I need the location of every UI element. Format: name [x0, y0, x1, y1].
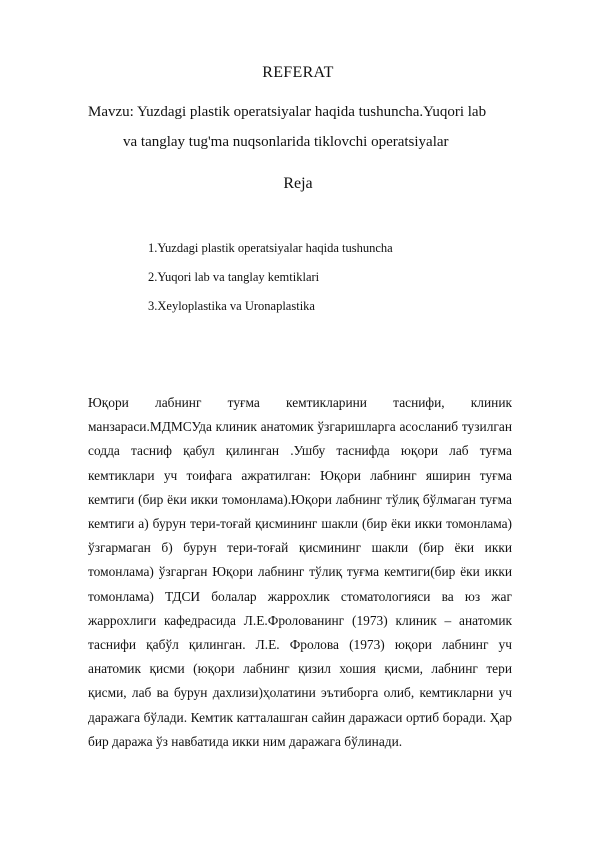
document-title: REFERAT: [262, 64, 334, 81]
plan-item: 3.Xeyloplastika va Uronaplastika: [148, 299, 315, 313]
plan-item: 1.Yuzdagi plastik operatsiyalar haqida tushuncha: [148, 241, 393, 255]
body-paragraph: Юқори лабнинг туғма кемтикларини таснифи, клиник манзараси.МДМСУда клиник анатомик ўзгаришларга асосланиб тузилган содда тасниф қабул қилинган .Ушбу таснифда юқори лаб туғма кемтиклари уч тоифага ажратилган: Юқори лабнинг яширин туғма кемтиги (бир ёки икки томонлама).Юқори лабнинг тўлиқ бўлмаган туғма кемтиги а) бурун тери-тоғай қисмининг шакли (бир ёки икки томонлама) ўзгармаган б) бурун тери-тоғай қисмининг шакли (бир ёки икки томонлама) ўзгарган Юқори лабнинг тўлиқ туғма кемтиги(бир ёки икки томонлама) ТДСИ болалар жаррохлик стоматологияси ва юз жаг жаррохлиги кафедрасида Л.Е.Фроловaнинг (1973) клиник – анатомик таснифи қабўл қилинган. Л.Е. Фролова (1973) юқори лабнинг уч анатомик қисми (юқори лабнинг қизил хошия қисми, лабнинг тери қисми, лаб ва бурун дахлизи)ҳолатини эътиборга олиб, кемтикларни уч даражага бўлади. Кемтик катталашган сайин даражаси ортиб боради. Ҳар бир даража ўз навбатида икки ним даражага бўлинади.: [88, 395, 512, 749]
topic-line-1: Mavzu: Yuzdagi plastik operatsiyalar haqida tushuncha.Yuqori lab: [88, 104, 487, 120]
plan-item: 2.Yuqori lab va tanglay kemtiklari: [148, 270, 320, 284]
plan-list: [148, 238, 393, 325]
topic-line-2: va tanglay tug'ma nuqsonlarida tiklovchi operatsiyalar: [123, 134, 449, 150]
plan-heading: Reja: [283, 175, 313, 192]
